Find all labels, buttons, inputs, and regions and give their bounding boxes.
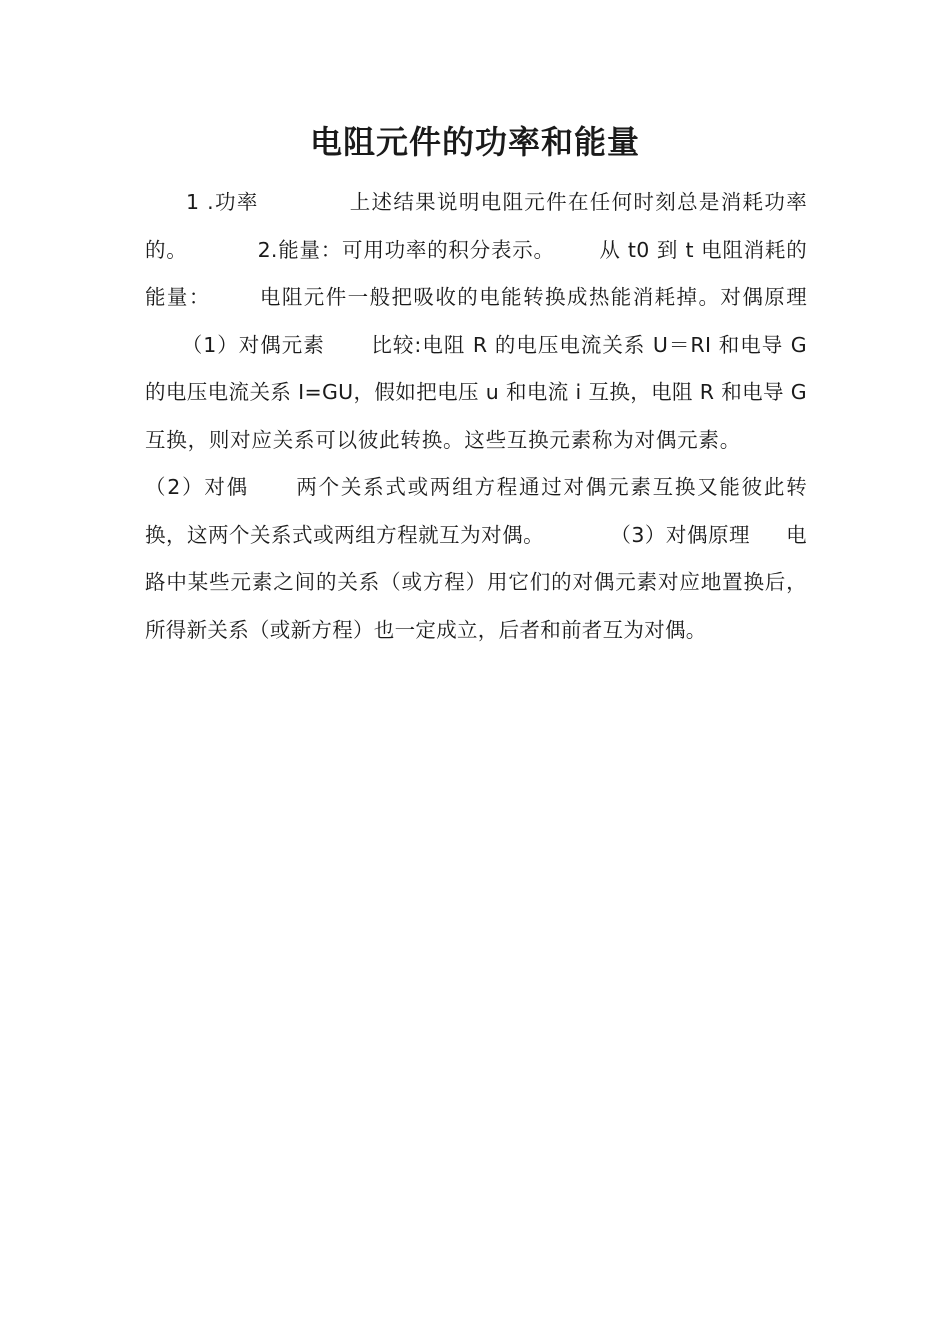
text-segment-dual-element-desc: 比较:电阻 R 的电压电流关系 U＝RI 和电导 G 的电压电流关系 I=GU，假如把电压 u 和电流 i 互换，电阻 R 和电导 G 互换，则对应关系可以彼此转换。这些互换元素称为对偶元素。 [145, 332, 807, 452]
text-segment-duality-heading: （2）对偶 [145, 475, 249, 499]
text-segment-energy-range: 从 t0 到 t 电阻消耗的能量： [145, 237, 807, 309]
text-segment-dual-principle-desc: 电路中某些元素之间的关系（或方程）用它们的对偶元素对应地置换后，所得新关系（或新方程）也一定成立，后者和前者互为对偶。 [145, 522, 807, 642]
document-title: 电阻元件的功率和能量 [309, 123, 640, 161]
text-segment-power-heading: 1 .功率 [186, 190, 259, 214]
text-segment-energy-conversion: 电阻元件一般把吸收的电能转换成热能消耗掉。对偶原理 [258, 285, 808, 309]
text-segment-dual-principle-heading: （3）对偶原理 [610, 522, 750, 547]
document-body [145, 179, 807, 654]
text-segment-dual-element-heading: （1）对偶元素 [181, 332, 325, 357]
text-segment-duality-desc: 两个关系式或两组方程通过对偶元素互换又能彼此转换，这两个关系式或两组方程就互为对偶。 [145, 475, 807, 547]
text-segment-power-desc: 上述结果说明电阻元件在任何时刻总是消耗功率的。 [145, 190, 807, 262]
text-segment-energy-heading: 2.能量：可用功率的积分表示。 [257, 237, 555, 262]
